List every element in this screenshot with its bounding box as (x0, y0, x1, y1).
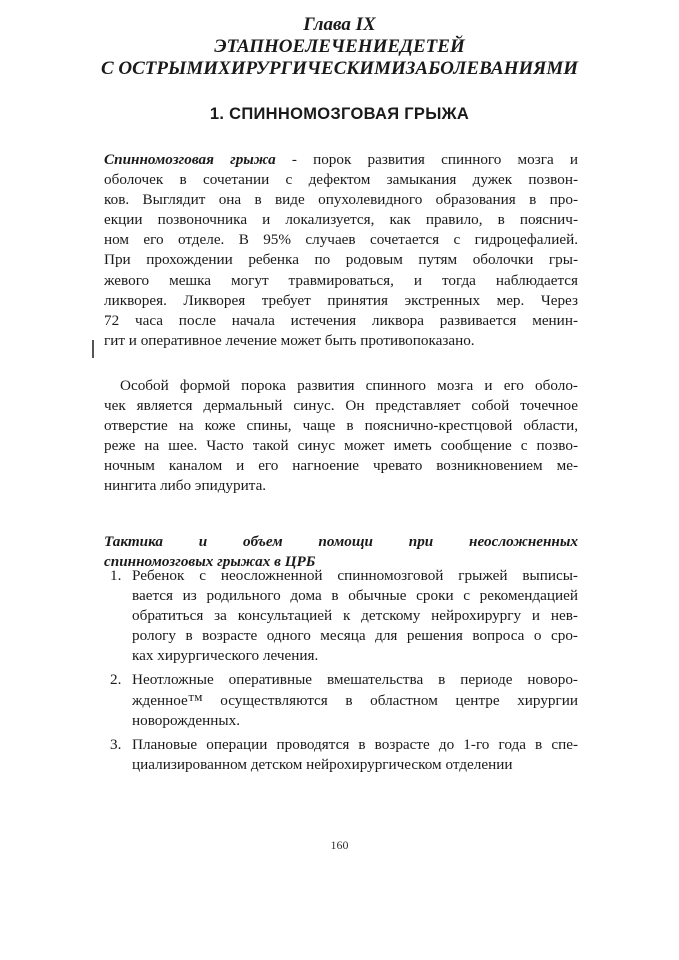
paragraph-line (104, 150, 578, 170)
chapter-title-line1: ЭТАПНОЕЛЕЧЕНИЕДЕТЕЙ (214, 36, 465, 57)
paragraph-line: жевого мешка могут травмироваться, и тогда наблюдается (104, 271, 578, 289)
list-item-line: ках хирургического лечения. (132, 647, 319, 665)
term-spinal-hernia: Спинномозговая грыжа (104, 151, 276, 168)
paragraph-line: нингита либо эпидурита. (104, 477, 267, 495)
list-item-number: 3. (110, 735, 122, 753)
list-item-line: Плановые операции проводятся в возрасте до 1-го года в спе- (132, 735, 578, 753)
paragraph-line: екции позвоночника и локализуется, как правило, в пояснич- (104, 211, 578, 229)
list-item-line: циализированном детском нейрохирургическом отделении (132, 755, 513, 773)
paragraph-line: реже на шее. Часто такой синус может иметь сообщение с позво- (104, 437, 578, 455)
paragraph-line: ном его отделе. В 95% случаев сочетается с гидроцефалией. (104, 231, 578, 249)
paragraph-line: 72 часа после начала истечения ликвора развивается менин- (104, 311, 578, 329)
list-item-number: 2. (110, 671, 122, 689)
paragraph-line: ков. Выглядит она в виде опухолевидного образования в про- (104, 191, 578, 209)
paragraph-line: ночным каналом и его нагноение чревато возникновением ме- (104, 457, 578, 475)
list-item (104, 670, 578, 730)
list-item-line: вается из родильного дома в обычные сроки с рекомендацией (132, 587, 578, 605)
list-item-line: рологу в возрасте одного месяца для решения вопроса о сро- (132, 627, 578, 645)
paragraph-dermal-sinus-body (104, 396, 578, 496)
paragraph-definition (104, 150, 578, 351)
tactic-heading-line1: Тактика и объем помощи при неосложненных (104, 533, 578, 550)
section-title: 1. СПИННОМОЗГОВАЯ ГРЫЖА (209, 105, 470, 123)
list-item-line: Ребенок с неосложненной спинномозговой грыжей выписы- (132, 567, 578, 584)
list-item-line: обратиться за консультацией к детскому нейрохирургу и нев- (132, 607, 578, 625)
paragraph-line: При прохождении ребенка по родовым путям оболочки гры- (104, 251, 578, 269)
margin-bar (92, 340, 94, 358)
chapter-label: Глава IX (303, 14, 376, 35)
list-item-number: 1. (110, 567, 122, 584)
list-item-line: жденное™ осуществляются в областном центре хирургии (132, 691, 578, 709)
tactic-heading-line2: спинномозговых грыжах в ЦРБ (104, 553, 316, 571)
paragraph-line: гит и оперативное лечение может быть противопоказано. (104, 331, 475, 349)
list-item (104, 566, 578, 666)
paragraph-line: чек является дермальный синус. Он представляет собой точечное (104, 397, 578, 414)
paragraph-line: отверстие на коже спины, чаще в пояснично-крестцовой области, (104, 417, 578, 435)
chapter-heading (0, 14, 679, 80)
chapter-title-line2: С ОСТРЫМИХИРУРГИЧЕСКИМИЗАБОЛЕВАНИЯМИ (100, 58, 579, 79)
paragraph-line: оболочек в сочетании с дефектом замыкания дужек позвон- (104, 171, 578, 189)
page-number: 160 (330, 838, 349, 852)
paragraph-dermal-sinus (120, 376, 578, 396)
list-item-line: новорожденных. (132, 711, 241, 729)
paragraph-line: Особой формой порока развития спинного мозга и его оболо- (120, 377, 578, 394)
paragraph-line: ликворея. Ликворея требует принятия экстренных мер. Через (104, 291, 578, 309)
list-item (104, 735, 578, 775)
numbered-list (104, 566, 578, 779)
paragraph-line-rest: - порок развития спинного мозга и (275, 151, 578, 168)
list-item-line: Неотложные оперативные вмешательства в периоде новоро- (132, 671, 578, 689)
